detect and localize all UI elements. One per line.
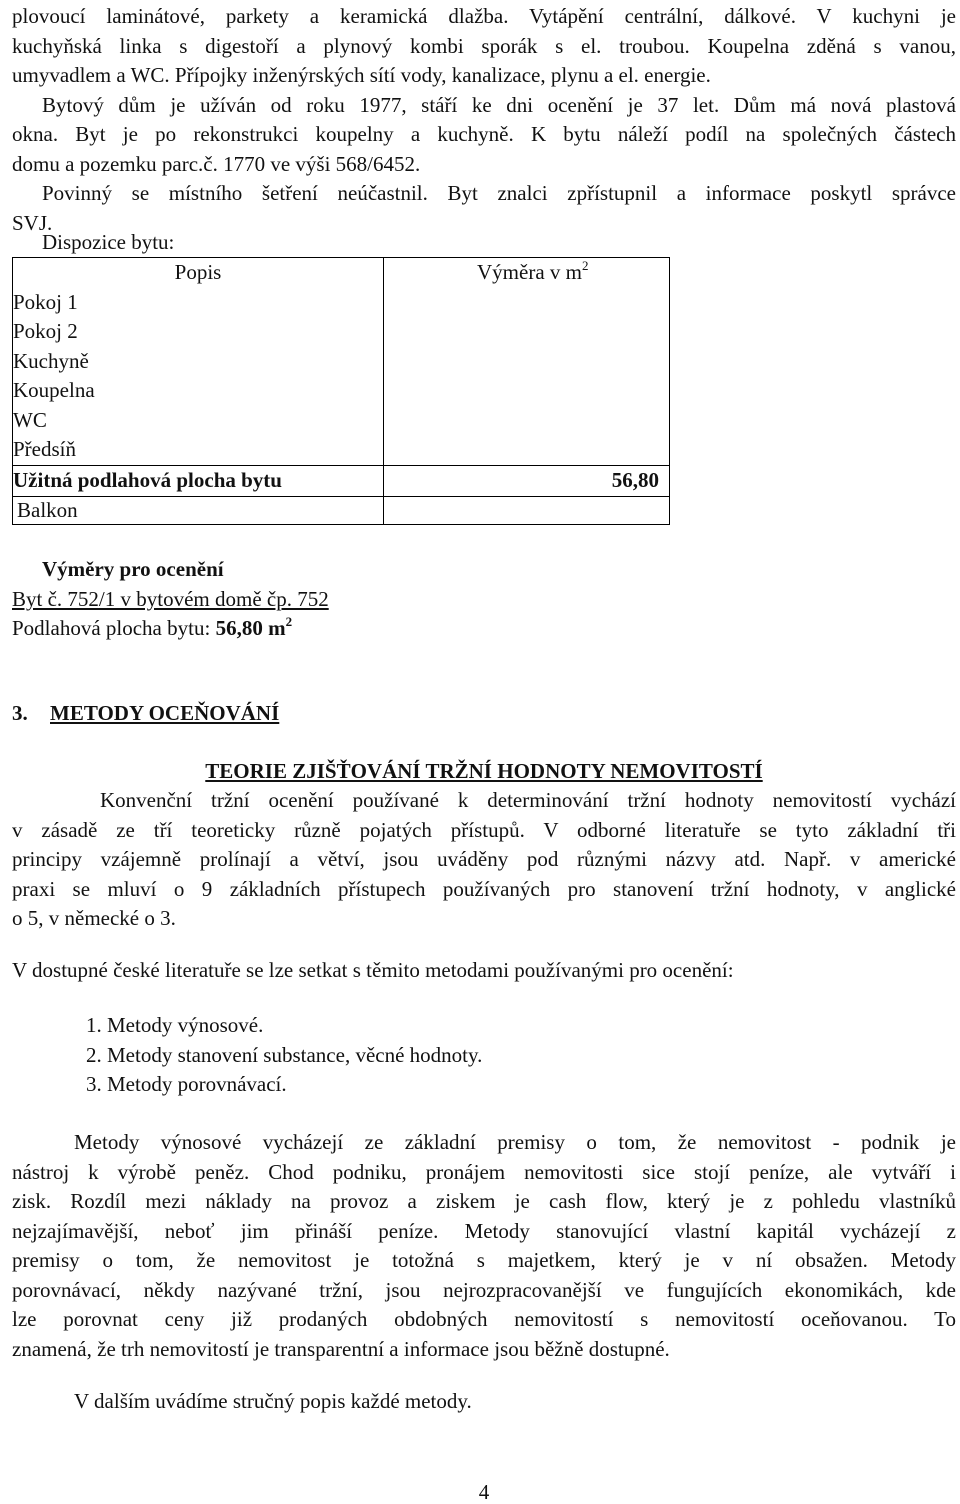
intro-line: umyvadlem a WC. Přípojky inženýrských sítí vody, kanalizace, plynu a el. energie. [12,63,711,87]
theory-paragraph-1 [12,786,956,934]
paragraph-line: Konvenční tržní ocenění používané k determinování tržní hodnoty nemovitostí vychází [100,788,956,812]
room-name: Kuchyně [13,348,89,373]
room-name: Pokoj 2 [13,319,78,343]
section-title: METODY OCEŇOVÁNÍ [50,701,280,725]
section-heading [12,698,279,728]
area-label: Podlahová plocha bytu: [12,616,211,640]
table-row [13,376,669,406]
intro-line: kuchyňská linka s digestoří a plynový kombi sporák s el. troubou. Koupelna zděná s vanou, [12,33,956,58]
table-header-row [13,258,669,288]
room-name: Pokoj 1 [13,289,78,314]
valuation-heading: Výměry pro ocenění [42,557,224,581]
paragraph-line: zisk. Rozdíl mezi náklady na provoz a ziskem je cash flow, který je z pohledu vlastníků [12,1189,956,1213]
intro-line: plovoucí laminátové, parkety a keramická dlažba. Vytápění centrální, dálkové. V kuchyni je [12,4,956,28]
disposition-table [12,257,670,525]
room-name: Předsíň [13,437,76,461]
intro-paragraph [12,2,956,238]
paragraph-line: principy vzájemně prolínají a větví, jsou uváděny pod různými názvy atd. Např. v americké [12,847,956,871]
total-value: 56,80 [611,468,659,492]
intro-line: domu a pozemku parc.č. 1770 ve výši 568/6452. [12,151,421,176]
disposition-label: Dispozice bytu: [42,230,175,254]
header-area: Výměra v $m^2$ [477,258,589,284]
paragraph-line: lze porovnat ceny již prodaných obdobných nemovitostí s nemovitostí oceňovanou. To [12,1307,956,1331]
theory-paragraph-4: V dalším uvádíme stručný popis každé metody. [74,1389,472,1413]
paragraph-line: nástroj k výrobě peněz. Chod podniku, pronájem nemovitosti sice stojí peníze, ale vytváří i [12,1159,956,1184]
list-item: 1. Metody výnosové. [86,1013,264,1037]
valuation-block [12,555,329,644]
table-total-row [13,465,669,497]
theory-paragraph-3 [12,1128,956,1364]
total-label: Užitná podlahová plocha bytu [13,468,282,492]
table-row [13,496,669,526]
table-row [13,317,669,347]
table-row [13,406,669,436]
section-number: 3. [12,701,28,725]
paragraph-line: v zásadě ze tří teoreticky různě pojatých přístupů. V odborné literatuře se tyto základní tři [12,817,956,842]
table-row [13,435,669,465]
table-row [13,288,669,318]
paragraph-line: znamená, že trh nemovitostí je transparentní a informace jsou běžně dostupné. [12,1336,670,1361]
intro-line: okna. Byt je po rekonstrukci koupelny a kuchyně. K bytu náleží podíl na společných částech [12,122,956,146]
room-name: WC [13,407,47,432]
intro-line: SVJ. [12,210,53,235]
paragraph-line: praxi se mluví o 9 základních přístupech používaných pro stanovení tržní hodnoty, v anglické [12,876,956,901]
methods-list [86,1011,482,1100]
paragraph-line: nejzajímavější, neboť jim přináší peníze. Metody stanovující vlastní kapitál vycházejí z [12,1218,956,1243]
intro-line: Povinný se místního šetření neúčastnil. Byt znalci zpřístupnil a informace poskytl správce [42,181,956,205]
page-number: 4 [478,1480,490,1504]
theory-title: TEORIE ZJIŠŤOVÁNÍ TRŽNÍ HODNOTY NEMOVITOSTÍ [205,759,763,783]
table-row [13,347,669,377]
valuation-unit: Byt č. 752/1 v bytovém domě čp. 752 [12,586,329,611]
paragraph-line: o 5, v německé o 3. [12,906,176,930]
list-item: 3. Metody porovnávací. [86,1072,287,1096]
intro-line: Bytový dům je užíván od roku 1977, stáří ke dni ocenění je 37 let. Dům má nová plastová [42,92,956,117]
valuation-area [12,614,329,644]
header-description: Popis [174,260,222,284]
theory-paragraph-2: V dostupné české literatuře se lze setkat s těmito metodami používanými pro ocenění: [12,958,734,982]
paragraph-line: premisy o tom, že nemovitost je totožná s majetkem, který je v ní obsažen. Metody [12,1248,956,1272]
paragraph-line: Metody výnosové vycházejí ze základní premisy o tom, že nemovitost - podnik je [74,1130,956,1154]
room-name: Koupelna [13,378,95,402]
list-item: 2. Metody stanovení substance, věcné hodnoty. [86,1042,483,1067]
paragraph-line: porovnávací, někdy nazývané tržní, jsou nejrozpracovanější ve fungujících ekonomikách, kde [12,1277,956,1302]
area-value: 56,80 $m^2$ [215,614,293,640]
balcony-label: Balkon [17,498,78,522]
